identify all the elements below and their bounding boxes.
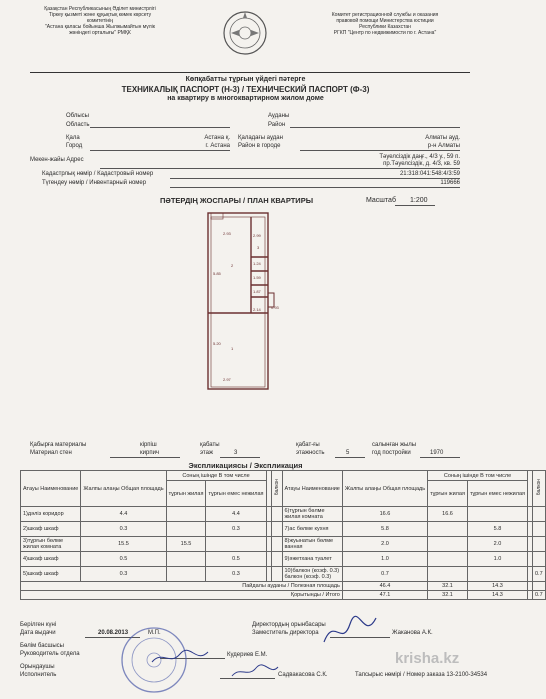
title-main: ТЕХНИКАЛЫҚ ПАСПОРТ (Н-3) / ТЕХНИЧЕСКИЙ ПАСПОРТ (Ф-3)	[121, 85, 370, 94]
cell-area: 2.0	[342, 537, 427, 552]
total-area: 47.1	[342, 591, 427, 600]
title-kz: Көпқабатты тұрғын үйдегі пәтерге	[185, 76, 306, 83]
cell-non: 0.3	[206, 522, 266, 537]
plan-dim: 1.87	[253, 289, 261, 294]
signature-icon	[230, 664, 280, 680]
useful-area-label: Пайдалы ауданы / Полезная площадь	[21, 582, 343, 591]
head-name: Кудериев Е.М.	[227, 652, 268, 658]
plan-dim: 5.20	[213, 341, 221, 346]
plan-dim: 5.85	[213, 271, 221, 276]
cell-balc: 0.7	[533, 567, 546, 582]
cell-balc	[271, 507, 282, 522]
label-address: Мекен-жайы Адрес	[30, 157, 84, 163]
deputy-label-kz: Директордың орынбасары	[252, 622, 326, 628]
cell-balc	[533, 552, 546, 567]
issue-date: 20.08.2013	[98, 630, 129, 636]
header-left-line: комитетінің	[86, 18, 114, 24]
cell-name: 4)шкаф шкаф	[21, 552, 81, 567]
city-ru: г. Астана	[205, 143, 230, 149]
label-gorod: Город	[66, 143, 83, 149]
stamp-place: М.П.	[148, 630, 161, 636]
col-header-balcony: балкон	[535, 479, 542, 496]
plan-dim: 2.14	[253, 307, 261, 312]
floor-label-ru: этаж	[200, 450, 213, 456]
performer-label-ru: Исполнитель	[20, 672, 57, 678]
cell-area: 1.0	[342, 552, 427, 567]
label-oblast: Область	[66, 122, 90, 128]
cell-balc	[271, 522, 282, 537]
table-row	[21, 552, 546, 567]
cell-name: 2)шкаф шкаф	[21, 522, 81, 537]
table-row	[21, 507, 546, 522]
col-header-incl: Соның ішінде В том числе	[166, 471, 266, 481]
useful-balcony	[533, 582, 546, 591]
col-header-name: Атауы Наименование	[21, 471, 81, 507]
col-header-area: Жалпы алаңы Общая площадь	[81, 471, 166, 507]
cell-name: 10)балкон (коэф. 0.3) балкон (коэф. 0.3)	[282, 567, 342, 582]
label-cadastral: Кадастрлық нөмір / Кадастровый номер	[42, 171, 154, 177]
plan-room-number: 3	[257, 245, 260, 250]
plan-dim: 2.93	[223, 231, 231, 236]
header-divider	[30, 72, 470, 73]
floors-label-kz: қабат-ғы	[296, 442, 320, 448]
issued-label-ru: Дата выдачи	[20, 630, 56, 636]
watermark: krisha.kz	[395, 650, 460, 667]
label-kaladagy: Қаладағы аудан	[238, 135, 283, 141]
city-kz: Астана қ.	[204, 135, 230, 141]
cell-live	[166, 522, 206, 537]
cell-live	[166, 567, 206, 582]
useful-live: 32.1	[428, 582, 468, 591]
signature-icon	[150, 648, 210, 668]
plan-dim: 1.24	[253, 261, 261, 266]
header-right-line: Республики Казахстан	[359, 24, 411, 30]
address-ru: пр.Тәуелсіздік, д. 4/3, кв. 59	[383, 161, 460, 167]
header-right-line: правовой помощи Министерства юстиции	[336, 18, 434, 24]
total-label: Қорытынды / Итого	[21, 591, 343, 600]
cell-balc	[271, 567, 282, 582]
plan-dim: 1.59	[253, 275, 261, 280]
cell-non	[467, 567, 527, 582]
wall-label-kz: Қабырға материалы	[30, 442, 87, 448]
cell-name: 5)шкаф шкаф	[21, 567, 81, 582]
cell-balc	[533, 507, 546, 522]
cell-non: 0.3	[206, 567, 266, 582]
cell-live	[428, 567, 468, 582]
wall-value-kz: кірпіш	[140, 442, 157, 448]
cell-area: 5.8	[342, 522, 427, 537]
cell-non: 1.0	[467, 552, 527, 567]
state-emblem-icon	[222, 10, 268, 56]
col-header-balcony: балкон	[273, 479, 280, 496]
wall-label-ru: Материал стен	[30, 450, 72, 456]
cell-name: 3)тұрғын бөлме жилая комната	[21, 537, 81, 552]
floor-plan	[195, 205, 295, 395]
total-nonlive: 14.3	[467, 591, 527, 600]
col-header-name: Атауы Наименование	[282, 471, 342, 507]
plan-dim: 2.97	[223, 377, 231, 382]
plan-title: ПӘТЕРДІҢ ЖОСПАРЫ / ПЛАН КВАРТИРЫ	[160, 196, 314, 205]
explication-title: Экспликациясы / Экспликация	[188, 461, 303, 470]
label-raion: Район	[268, 122, 286, 128]
head-label-kz: Бөлім басшысы	[20, 643, 64, 649]
cell-area: 0.5	[81, 552, 166, 567]
explication-table	[20, 470, 546, 600]
floor-label-kz: қабаты	[200, 442, 220, 448]
year-label-kz: салынған жылы	[372, 442, 417, 448]
address-kz: Тәуелсіздік даңғ., 4/3 у., 59 п.	[379, 154, 460, 160]
header-left-line: "Астана қаласы бойынша Жылжымайтын мүлік	[45, 24, 155, 30]
header-left-line: Тіркеу қызметі және құқықтық көмек көрсету	[48, 12, 152, 18]
cell-live	[428, 522, 468, 537]
signature-icon	[320, 612, 380, 652]
raion-ru: р-н Алматы	[427, 143, 460, 149]
cell-non: 2.0	[467, 537, 527, 552]
cell-balc	[271, 552, 282, 567]
cell-live	[166, 552, 206, 567]
cell-live	[428, 552, 468, 567]
cell-live	[166, 507, 206, 522]
year-value: 1970	[430, 450, 444, 456]
col-header-live: тұрғын жилая	[166, 481, 206, 507]
col-header-live: тұрғын жилая	[428, 481, 468, 507]
deputy-label-ru: Заместитель директора	[252, 630, 319, 636]
plan-dim: 0.93	[271, 305, 279, 310]
cell-name: 9)әжетхана туалет	[282, 552, 342, 567]
label-audany: Ауданы	[268, 113, 290, 119]
label-kala: Қала	[66, 135, 80, 141]
raion-kz: Алматы ауд.	[425, 135, 460, 141]
cell-live: 15.5	[166, 537, 206, 552]
cell-live: 16.6	[428, 507, 468, 522]
cell-area: 16.6	[342, 507, 427, 522]
cell-name: 1)дәліз коридор	[21, 507, 81, 522]
cell-non	[467, 507, 527, 522]
col-header-nonlive: тұрғын емес нежилая	[467, 481, 527, 507]
header-left-line: Қазақстан Республикасының Әділет министрлігі	[44, 6, 156, 12]
total-live: 32.1	[428, 591, 468, 600]
cell-balc	[533, 522, 546, 537]
useful-area: 46.4	[342, 582, 427, 591]
header-right-line: РГКП "Центр по недвижимости по г. Астана"	[333, 30, 437, 36]
cell-area: 0.7	[342, 567, 427, 582]
cell-non	[206, 537, 266, 552]
table-row	[21, 522, 546, 537]
total-balcony: 0.7	[533, 591, 546, 600]
performer-label-kz: Орындаушы	[20, 664, 55, 670]
table-row	[21, 567, 546, 582]
col-header-area: Жалпы алаңы Общая площадь	[342, 471, 427, 507]
label-inventory: Түгендеу нөмір / Инвентарный номер	[42, 180, 147, 186]
plan-outer-wall	[208, 213, 268, 389]
plan-room-number: 1	[231, 346, 234, 351]
order-number: Тапсырыс нөмірі / Номер заказа 13-2100-34534	[355, 672, 488, 678]
cell-name: 7)ас бөлме кухня	[282, 522, 342, 537]
col-header-incl: Соның ішінде В том числе	[428, 471, 528, 481]
cell-live	[428, 537, 468, 552]
cell-name: 6)тұрғын бөлме жилая комната	[282, 507, 342, 522]
head-label-ru: Руководитель отдела	[20, 651, 80, 657]
table-row	[21, 537, 546, 552]
header-right-line: Комитет регистрационной службы и оказания	[331, 12, 439, 18]
cell-name: 8)жуынатын бөлме ванная	[282, 537, 342, 552]
issued-label-kz: Берілген күні	[20, 622, 57, 628]
wall-value-ru: кирпич	[140, 450, 160, 456]
col-header-nonlive: тұрғын емес нежилая	[206, 481, 266, 507]
inventory-number: 119666	[440, 180, 460, 186]
useful-nonlive: 14.3	[467, 582, 527, 591]
cell-non: 4.4	[206, 507, 266, 522]
cell-area: 0.3	[81, 567, 166, 582]
header-right	[300, 12, 470, 36]
floor-value: 3	[234, 450, 238, 456]
floors-label-ru: этажность	[296, 450, 325, 456]
scale-value: 1:200	[410, 197, 428, 204]
header-left-line: жөніндегі орталығы" РМҚК	[69, 30, 131, 36]
cadastral-number: 21:318:041:548:4/3:59	[399, 171, 460, 177]
cell-balc	[271, 537, 282, 552]
title-ru: на квартиру в многоквартирном жилом доме	[167, 95, 324, 102]
cell-area: 0.3	[81, 522, 166, 537]
label-raion-v-gorode: Район в городе	[238, 143, 281, 149]
year-label-ru: год постройки	[372, 450, 411, 456]
plan-room-number: 2	[231, 263, 234, 268]
header-left	[20, 6, 180, 36]
label-oblysy: Облысы	[66, 113, 89, 119]
cell-non: 5.8	[467, 522, 527, 537]
cell-area: 15.5	[81, 537, 166, 552]
plan-dim: 2.99	[253, 233, 261, 238]
performer-name: Садвакасова С.К.	[278, 672, 328, 678]
floors-value: 5	[346, 450, 350, 456]
cell-non: 0.5	[206, 552, 266, 567]
cell-balc	[533, 537, 546, 552]
deputy-name: Жаканова А.К.	[392, 630, 433, 636]
cell-area: 4.4	[81, 507, 166, 522]
scale-label: Масштаб	[366, 197, 396, 204]
